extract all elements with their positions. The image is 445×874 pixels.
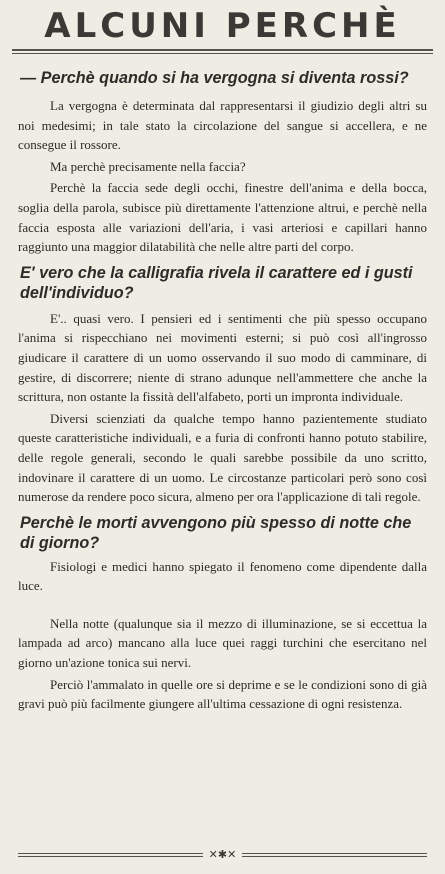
paragraph: Fisiologi e medici hanno spiegato il fenomeno come dipendente dalla luce. — [18, 558, 427, 594]
ornament-icon: ✕✱✕ — [208, 848, 237, 861]
paragraph: Nella notte (qualunque sia il mezzo di illuminazione, se si eccettua la lampada ad arco) mancano alla luce quei raggi turchini che esercitano nel giorno un'azione tonica sui nervi. — [18, 615, 427, 671]
paragraph: Ma perchè precisamente nella faccia? — [50, 158, 246, 174]
paragraph: La vergogna è determinata dal rappresentarsi il giudizio degli altri su noi medesimi; in tale stato la circolazione del sangue si accellera, e ne consegue il rossore. — [18, 98, 427, 153]
paragraph: E'.. quasi vero. I pensieri ed i sentimenti che più spesso occupano l'anima si rispecchiano nei movimenti esterni; si può così all'ingrosso giudicare il carattere di un uomo osservando il suo modo di camminare, di gestire, di discorrere; niente di strano adunque nell'ammettere che anche la scrittura, non ostante la fissità dell'alfabeto, porti un impronta individuale. — [18, 310, 427, 405]
section-heading: E' vero che la calligrafia rivela il carattere ed i gusti dell'individuo? — [20, 263, 413, 302]
section-heading: — Perchè quando si ha vergogna si diventa rossi? — [20, 69, 409, 87]
footer-rule-right — [242, 853, 427, 857]
title-rule-thin — [12, 53, 433, 54]
paragraph: Diversi scienziati da qualche tempo hanno pazientemente studiato queste caratteristiche individuali, e a furia di confronti hanno potuto stabilire, delle regole generali, secondo le quali sarebbe possibile da uno scritto, indovinare il carattere di un uomo. Le circostanze particolari però sono così numerose da rendere poco sicura, almeno per ora l'applicazione di tali regole. — [18, 410, 427, 505]
paragraph: Perciò l'ammalato in quelle ore si deprime e se le condizioni sono di già gravi può più facilmente giungere all'ultima cessazione di ogni resistenza. — [18, 676, 427, 712]
section-2 — [12, 263, 433, 507]
section-3 — [12, 513, 433, 714]
article-title: ALCUNI PERCHÈ — [44, 6, 401, 46]
title-block — [12, 0, 433, 54]
title-rule — [12, 49, 433, 51]
section-1 — [12, 68, 433, 257]
section-heading: Perchè le morti avvengono più spesso di notte che di giorno? — [20, 513, 412, 552]
footer-ornament-rule — [18, 848, 427, 861]
footer-rule-left — [18, 853, 203, 857]
paragraph: Perchè la faccia sede degli occhi, finestre dell'anima e della bocca, soglia della parola, subisce più direttamente l'attenzione altrui, e perchè nella faccia esposta alle variazioni dell'aria, i vasi arteriosi e capillari hanno raggiunto una maggior dilatabilità che nelle altre parti del corpo. — [18, 180, 427, 255]
